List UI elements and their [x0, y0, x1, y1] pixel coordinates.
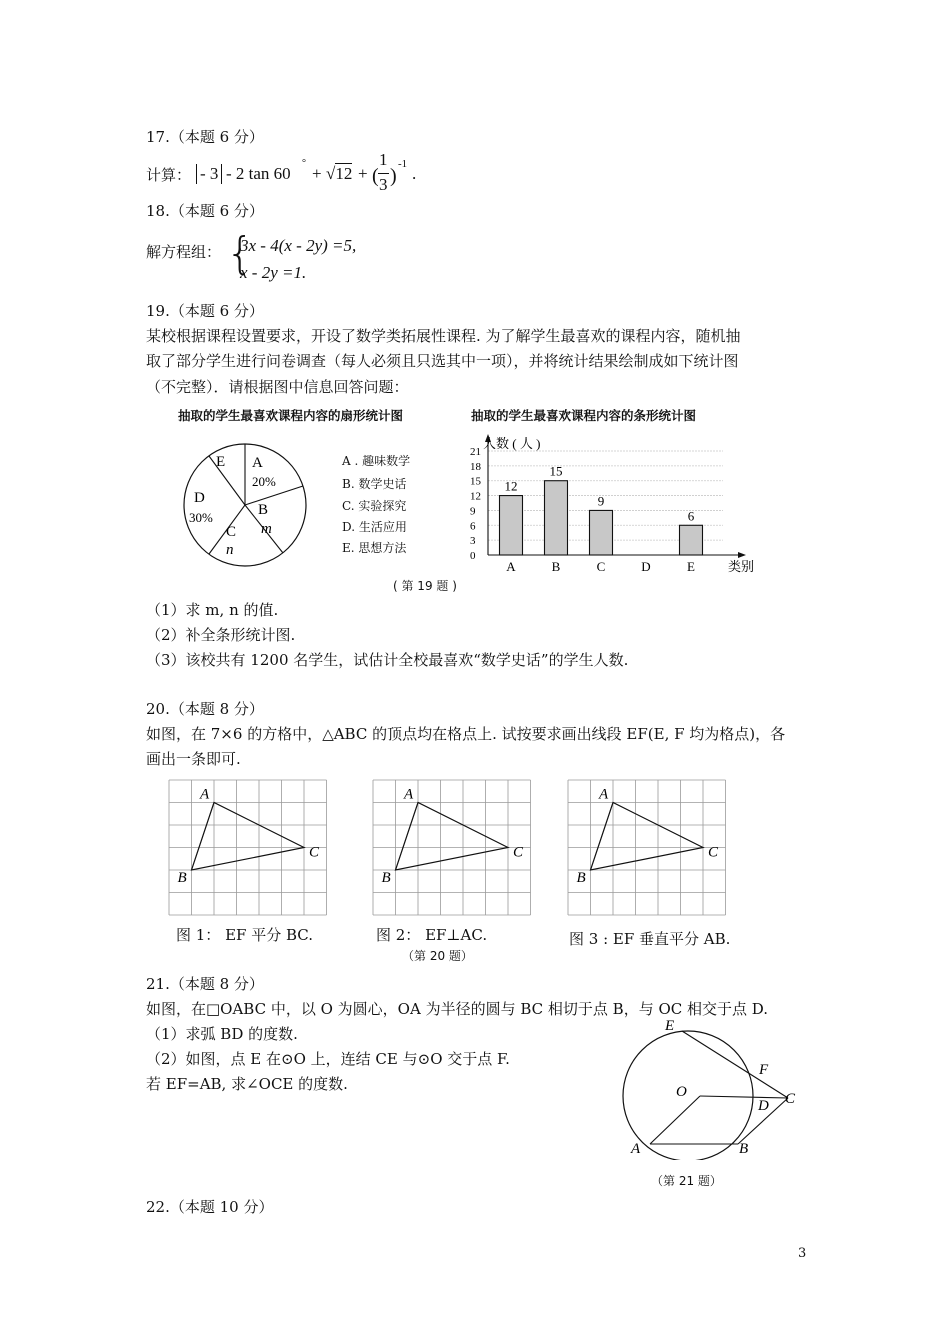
fig1-caption: 图 1： EF 平分 BC. — [176, 926, 313, 944]
triangle-ABC — [591, 803, 704, 871]
pie-pct-D: 30% — [189, 510, 213, 525]
x-tick-label-A: A — [506, 559, 516, 574]
y-tick-label: 12 — [470, 490, 481, 503]
legend-item-C: C. 实验探究 — [342, 499, 407, 513]
label-B: B — [739, 1141, 749, 1157]
q21-header: 21.（本题 8 分） — [146, 975, 264, 993]
q17-abs: - 3 — [196, 164, 222, 184]
label-C: C — [708, 844, 719, 861]
bar-value-label-B: 15 — [549, 463, 563, 479]
q20-line2: 画出一条即可. — [146, 750, 241, 768]
bar-chart — [440, 430, 770, 580]
q21-line1: 如图，在□OABC 中，以 O 为圆心，OA 为半径的圆与 BC 相切于点 B，与 OC 相交于点 D. — [146, 1000, 769, 1018]
label-C: C — [309, 844, 320, 861]
bar-B — [545, 481, 568, 555]
segment-OC — [700, 1096, 788, 1098]
q17-tan: - 2 tan 60 — [226, 164, 291, 183]
legend-item-B: B. 数学史话 — [342, 477, 407, 491]
label-O: O — [676, 1084, 687, 1100]
bar-C — [590, 510, 613, 555]
legend-item-D: D. 生活应用 — [342, 520, 407, 534]
pie-label-D: D — [194, 490, 205, 506]
q19-header: 19.（本题 6 分） — [146, 302, 264, 320]
q19-line1: 某校根据课程设置要求，开设了数学类拓展性课程. 为了解学生最喜欢的课程内容，随机抽 — [146, 327, 741, 345]
pie-chart-title: 抽取的学生最喜欢课程内容的扇形统计图 — [178, 408, 404, 423]
label-B: B — [177, 870, 187, 886]
q17-plus2: + — [358, 164, 368, 183]
fig2-caption: 图 2： EF⊥AC. — [376, 926, 488, 944]
y-tick-label: 21 — [470, 446, 481, 458]
q18-prefix: 解方程组： — [146, 243, 222, 261]
q18-eq2: x - 2y =1. — [240, 263, 307, 282]
x-axis-arrow — [738, 552, 746, 558]
legend-item-A: A . 趣味数学 — [342, 454, 411, 468]
q17-header: 17.（本题 6 分） — [146, 128, 264, 146]
y-tick-label: 15 — [470, 475, 481, 488]
label-E: E — [665, 1018, 675, 1034]
q21-caption: （第 21 题） — [651, 1174, 722, 1188]
q19-caption: ( 第 19 题 ) — [393, 579, 457, 593]
x-tick-label-C: C — [596, 559, 606, 574]
q17-frac-den: 3 — [379, 175, 388, 194]
q20-header: 20.（本题 8 分） — [146, 700, 264, 718]
q19-line2: 取了部分学生进行问卷调查（每人必须且只选其中一项），并将统计结果绘制成如下统计图 — [146, 352, 739, 370]
q19-line3: （不完整）．请根据图中信息回答问题： — [146, 378, 409, 396]
x-tick-label-E: E — [687, 559, 695, 574]
label-A: A — [200, 786, 210, 803]
q20-caption: （第 20 题） — [402, 949, 473, 963]
label-A: A — [631, 1141, 641, 1157]
label-C: C — [785, 1091, 796, 1107]
label-B: B — [576, 870, 586, 886]
q17-plus1: + — [312, 164, 322, 183]
y-tick-label: 3 — [470, 535, 476, 548]
q18-brace: { — [226, 228, 254, 279]
bar-chart-title: 抽取的学生最喜欢课程内容的条形统计图 — [471, 408, 697, 423]
label-A: A — [404, 786, 414, 803]
q17-frac-num: 1 — [379, 150, 388, 169]
q17-end: . — [412, 164, 417, 183]
bar-value-label-A: 12 — [504, 478, 518, 494]
label-B: B — [381, 870, 391, 886]
q17-frac-bar — [378, 173, 389, 174]
bar-value-label-E: 6 — [687, 508, 695, 524]
x-tick-label-D: D — [641, 559, 651, 574]
pie-var-n: n — [226, 542, 234, 558]
triangle-ABC — [192, 803, 305, 871]
circle-O — [623, 1031, 753, 1160]
label-C: C — [513, 844, 524, 861]
pie-pct-A: 20% — [252, 474, 276, 489]
pie-label-C: C — [226, 524, 237, 540]
bar-E — [680, 525, 703, 555]
q17-rparen: ) — [390, 165, 397, 187]
triangle-ABC — [396, 803, 509, 871]
pie-var-m: m — [261, 521, 272, 537]
y-tick-label: 6 — [470, 520, 476, 533]
q17-exp: -1 — [398, 158, 408, 170]
page-number: 3 — [798, 1246, 807, 1261]
bar-value-label-C: 9 — [597, 493, 605, 509]
q21-line2: （1）求弧 BD 的度数. — [146, 1025, 298, 1043]
q20-line1: 如图，在 7×6 的方格中，△ABC 的顶点均在格点上. 试按要求画出线段 EF(E, F 均为格点)，各 — [146, 725, 786, 743]
bar-A — [500, 496, 523, 555]
y-tick-label: 9 — [470, 505, 476, 518]
y-axis-label: 人数 ( 人 ) — [483, 436, 541, 451]
q19-sub2: （2）补全条形统计图. — [146, 626, 296, 644]
q17-deg: ° — [302, 158, 306, 169]
label-F: F — [759, 1062, 769, 1078]
circle-figure — [618, 1010, 808, 1160]
label-D: D — [758, 1098, 769, 1114]
q19-sub1: （1）求 m, n 的值. — [146, 601, 279, 619]
grid-figure-2 — [372, 779, 532, 919]
x-tick-label-B: B — [551, 559, 561, 574]
segment-CE — [682, 1031, 788, 1098]
label-A: A — [599, 786, 609, 803]
pie-chart — [170, 440, 320, 570]
q18-header: 18.（本题 6 分） — [146, 202, 264, 220]
grid-figure-1 — [168, 779, 328, 919]
y-tick-label: 0 — [470, 550, 476, 562]
q17-lparen: ( — [372, 165, 379, 187]
q17-sqrt: √12 — [326, 164, 353, 183]
x-axis-label: 类别 — [728, 559, 755, 574]
y-tick-label: 18 — [470, 460, 481, 473]
legend-item-E: E. 思想方法 — [342, 541, 407, 555]
q17-sqrt-val: 12 — [335, 164, 353, 183]
q19-sub3: （3）该校共有 1200 名学生，试估计全校最喜欢“数学史话”的学生人数. — [146, 651, 629, 669]
q18-eq1: 3x - 4(x - 2y) =5, — [240, 236, 357, 255]
grid-figure-3 — [567, 779, 727, 919]
q21-line3: （2）如图，点 E 在⊙O 上，连结 CE 与⊙O 交于点 F. — [146, 1050, 510, 1068]
q22-header: 22.（本题 10 分） — [146, 1198, 274, 1216]
fig3-caption: 图 3 : EF 垂直平分 AB. — [569, 930, 731, 948]
pie-label-B: B — [258, 502, 269, 518]
pie-label-A: A — [252, 455, 263, 471]
pie-line-DE — [209, 456, 245, 505]
pie-label-E: E — [216, 454, 226, 470]
q21-line4: 若 EF=AB, 求∠OCE 的度数. — [146, 1075, 348, 1093]
q17-prefix: 计算： — [146, 166, 192, 184]
segment-OA — [650, 1096, 700, 1144]
